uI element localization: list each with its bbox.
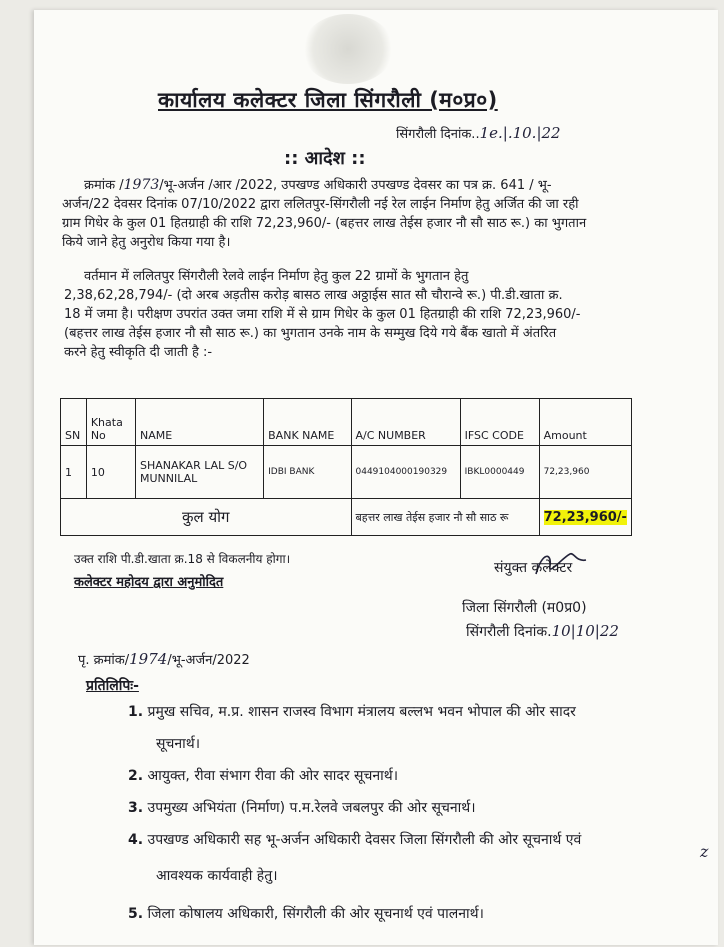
cc-text: सूचनार्थ।	[156, 736, 201, 752]
total-words: बहत्तर लाख तेईस हजार नौ सौ साठ रू	[351, 499, 539, 536]
order-number-label: क्रमांक /	[84, 178, 124, 193]
cc-item	[128, 798, 476, 817]
para1-line-1-text: /भू-अर्जन /आर /2022, उपखण्ड अधिकारी उपखण्ड देवसर का पत्र क्र. 641 / भू-	[159, 178, 552, 193]
debit-note: उक्त राशि पी.डी.खाता क्र.18 से विकलनीय होगा।	[74, 552, 291, 566]
cell-khata: 10	[86, 446, 135, 499]
copy-label: प्रतिलिपिः-	[86, 678, 139, 694]
cc-text: उपमुख्य अभियंता (निर्माण) प.म.रेलवे जबलपुर की ओर सूचनार्थ।	[147, 800, 476, 816]
col-header-ifsc: IFSC CODE	[460, 399, 539, 446]
col-header-name: NAME	[136, 399, 264, 446]
cc-item	[128, 766, 398, 785]
order-title: :: आदेश ::	[284, 148, 366, 169]
col-header-amount: Amount	[539, 399, 631, 446]
office-title: कार्यालय कलेक्टर जिला सिंगरौली (म०प्र०)	[158, 88, 498, 112]
cc-text: जिला कोषालय अधिकारी, सिंगरौली की ओर सूचनार्थ एवं पालनार्थ।	[147, 906, 484, 922]
cc-item	[128, 702, 576, 721]
para1-line-3: ग्राम गिधेर के कुल 01 हितग्राही की राशि 72,23,960/- (बहत्तर लाख तेईस हजार नौ सौ साठ रू.) का भुगतान	[62, 216, 587, 231]
approval-line: कलेक्टर महोदय द्वारा अनुमोदित	[74, 575, 224, 590]
cc-item	[156, 734, 200, 753]
para1-line-1	[84, 176, 586, 195]
cc-number: 2.	[128, 768, 144, 784]
cc-item	[128, 830, 581, 849]
col-header-sn: SN	[61, 399, 87, 446]
order-number: 1973	[123, 177, 160, 193]
total-amount-cell	[539, 499, 631, 536]
col-header-khata: Khata No	[86, 399, 135, 446]
signatory-district: जिला सिंगरौली (म0प्र0)	[462, 600, 587, 616]
para1-line-4: किये जाने हेतु अनुरोध किया गया है।	[62, 235, 231, 250]
para2-line-3: 18 में जमा है। परीक्षण उपरांत उक्त जमा राशि में से ग्राम गिधेर के कुल 01 हितग्राही की राशि 72,23,960/-	[64, 307, 581, 322]
cell-sn: 1	[61, 446, 87, 499]
header-date	[396, 124, 561, 142]
emblem-watermark	[302, 14, 394, 84]
payment-table	[60, 398, 632, 536]
table-row	[61, 446, 632, 499]
para2-line-5: करने हेतु स्वीकृति दी जाती है :-	[64, 345, 213, 360]
signature-date-label: सिंगरौली दिनांक.	[466, 624, 552, 640]
total-label: कुल योग	[61, 499, 352, 536]
cc-number: 3.	[128, 800, 144, 816]
header-date-value: 1e.|.10.|22	[479, 124, 561, 142]
cc-item	[156, 866, 278, 885]
signature-date-value: 10|10|22	[551, 622, 619, 640]
para2-line-1: वर्तमान में ललितपुर सिंगरौली रेलवे लाईन निर्माण हेतु कुल 22 ग्रामों के भुगतान हेतु	[84, 269, 469, 284]
cc-text: प्रमुख सचिव, म.प्र. शासन राजस्व विभाग मंत्रालय बल्लभ भवन भोपाल की ओर सादर	[147, 704, 576, 720]
table-header-row	[61, 399, 632, 446]
order-paragraph-2	[64, 267, 581, 362]
ref-suffix: /भू-अर्जन/2022	[167, 653, 250, 668]
header-date-label: सिंगरौली दिनांक..	[396, 127, 480, 142]
cc-text: आयुक्त, रीवा संभाग रीवा की ओर सादर सूचनार्थ।	[147, 768, 399, 784]
cc-text: उपखण्ड अधिकारी सह भू-अर्जन अधिकारी देवसर जिला सिंगरौली की ओर सूचनार्थ एवं	[147, 832, 582, 848]
ref-number: 1974	[129, 650, 168, 668]
margin-mark: z	[700, 842, 709, 861]
copy-reference	[78, 650, 250, 668]
cell-name: SHANAKAR LAL S/O MUNNILAL	[136, 446, 264, 499]
cc-text: आवश्यक कार्यवाही हेतु।	[156, 868, 278, 884]
ref-prefix: पृ. क्रमांक/	[78, 653, 130, 668]
cell-ac: 0449104000190329	[351, 446, 460, 499]
cc-item	[128, 904, 484, 923]
total-amount: 72,23,960/-	[543, 509, 627, 525]
para1-line-2: अर्जन/22 देवसर दिनांक 07/10/2022 द्वारा ललितपुर-सिंगरौली नई रेल लाईन निर्माण हेतु अर्जित की जा रही	[62, 197, 579, 212]
col-header-ac: A/C NUMBER	[351, 399, 460, 446]
signatory-designation: संयुक्त कलेक्टर	[494, 560, 573, 576]
cell-amount: 72,23,960	[539, 446, 631, 499]
signature-date	[466, 622, 619, 641]
order-paragraph-1	[62, 176, 587, 252]
cell-bank: IDBI BANK	[264, 446, 351, 499]
cc-number: 1.	[128, 704, 144, 720]
cell-ifsc: IBKL0000449	[460, 446, 539, 499]
para2-line-2: 2,38,62,28,794/- (दो अरब अड़तीस करोड़ बासठ लाख अठ्ठाईस सात सौ चौरान्वे रू.) पी.डी.खाता क्र.	[64, 288, 563, 303]
table-total-row	[61, 499, 632, 536]
para2-line-4: (बहत्तर लाख तेईस हजार नौ सौ साठ रू.) का भुगतान उनके नाम के सम्मुख दिये गये बैंक खातो में अंतरित	[64, 326, 557, 341]
cc-number: 5.	[128, 906, 144, 922]
cc-number: 4.	[128, 832, 144, 848]
col-header-bank: BANK NAME	[264, 399, 351, 446]
